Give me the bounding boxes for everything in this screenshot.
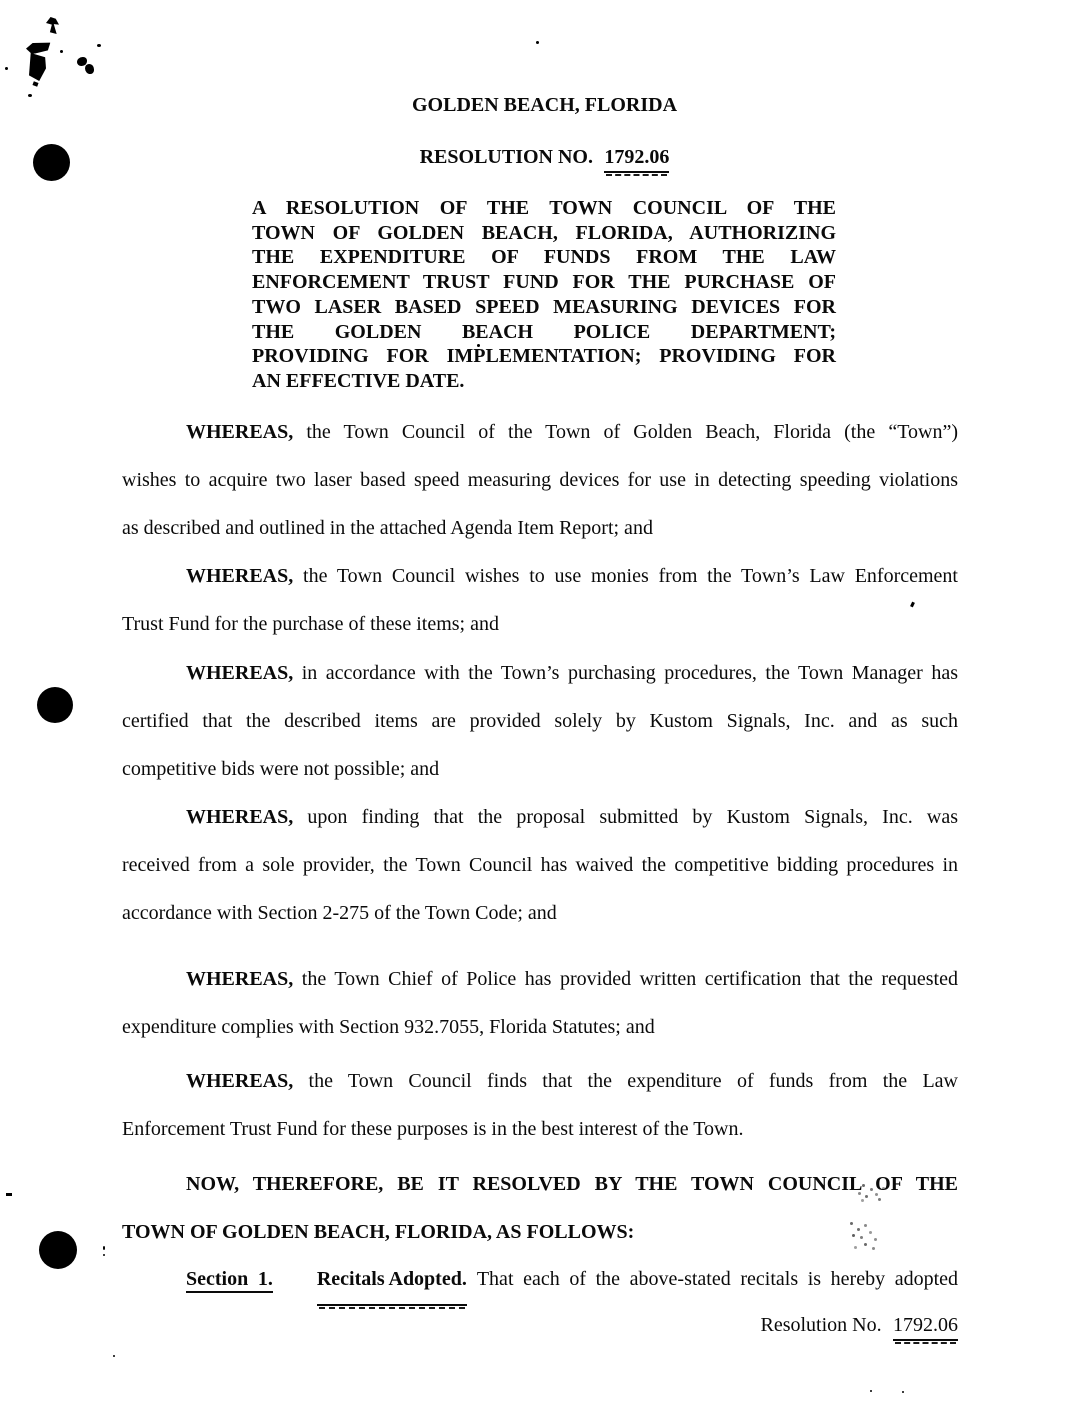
recital-line: certified that the described items are provided solely by Kustom Signals, Inc. and as such <box>122 710 958 732</box>
recital-text: the Town Chief of Police has provided written certification that the requested <box>293 968 958 990</box>
ink-blob <box>25 40 52 55</box>
whereas-keyword: WHEREAS, <box>186 968 294 990</box>
whereas-keyword: WHEREAS, <box>186 1070 294 1092</box>
recital-text: in accordance with the Town’s purchasing procedures, the Town Manager has <box>293 662 958 684</box>
ink-speck <box>32 81 38 86</box>
ink-blob <box>46 17 59 34</box>
recital-line <box>122 552 958 600</box>
section-1-label: Section 1. <box>186 1268 273 1293</box>
resolved-clause-line: NOW, THEREFORE, BE IT RESOLVED BY THE TOWN COUNCIL OF THE <box>186 1173 958 1195</box>
recital-text: the Town Council finds that the expenditure of funds from the Law <box>293 1070 958 1092</box>
ink-speck <box>60 50 63 53</box>
punch-hole-mark <box>37 687 73 723</box>
recital-paragraph-2 <box>122 552 958 648</box>
whereas-keyword: WHEREAS, <box>186 806 294 828</box>
recital-text: the Town Council of the Town of Golden Beach, Florida (the “Town”) <box>293 421 958 443</box>
recital-line: wishes to acquire two laser based speed measuring devices for use in detecting speeding violations <box>122 469 958 491</box>
recital-line <box>122 793 958 841</box>
resolved-clause-line: TOWN OF GOLDEN BEACH, FLORIDA, AS FOLLOWS: <box>122 1221 635 1243</box>
recital-line: competitive bids were not possible; and <box>122 758 440 780</box>
recital-line: Enforcement Trust Fund for these purposes is in the best interest of the Town. <box>122 1118 744 1140</box>
recital-line <box>122 1057 958 1105</box>
title-line: TWO LASER BASED SPEED MEASURING DEVICES FOR <box>252 295 836 318</box>
ink-speck <box>870 1390 872 1392</box>
recital-line: as described and outlined in the attached Agenda Item Report; and <box>122 517 653 539</box>
ink-speck <box>5 67 8 70</box>
section-1 <box>122 1255 958 1306</box>
whereas-keyword: WHEREAS, <box>186 421 294 443</box>
resolution-label: RESOLUTION NO. <box>419 146 593 168</box>
section-1-heading: Recitals Adopted. <box>317 1255 467 1306</box>
ink-speck <box>113 1355 115 1357</box>
ink-speck <box>103 1254 105 1256</box>
page-footer <box>122 1312 958 1341</box>
ink-speck <box>6 1193 12 1196</box>
recital-line <box>122 955 958 1003</box>
section-1-text: That each of the above-stated recitals is hereby adopted <box>476 1268 959 1290</box>
resolution-number: 1792.06 <box>604 144 669 173</box>
resolved-clause <box>122 1160 958 1256</box>
title-line: TOWN OF GOLDEN BEACH, FLORIDA, AUTHORIZING <box>252 221 836 244</box>
recital-paragraph-3 <box>122 649 958 793</box>
recital-paragraph-1 <box>122 408 958 552</box>
punch-hole-mark <box>39 1231 77 1269</box>
recital-line: accordance with Section 2-275 of the Town Code; and <box>122 902 557 924</box>
recital-line: received from a sole provider, the Town Council has waived the competitive bidding procedures in <box>122 854 958 876</box>
recital-paragraph-6 <box>122 1057 958 1153</box>
whereas-keyword: WHEREAS, <box>186 565 294 587</box>
section-1-line <box>122 1255 958 1306</box>
recital-line <box>122 408 958 456</box>
recital-line <box>122 649 958 697</box>
recital-line: expenditure complies with Section 932.7055, Florida Statutes; and <box>122 1016 655 1038</box>
recital-paragraph-4 <box>122 793 958 937</box>
title-line: ENFORCEMENT TRUST FUND FOR THE PURCHASE OF <box>252 271 836 294</box>
resolution-title-block <box>252 196 836 394</box>
title-line: THE GOLDEN BEACH POLICE DEPARTMENT; <box>252 320 836 343</box>
ink-speck <box>103 1246 105 1250</box>
recital-text: upon finding that the proposal submitted by Kustom Signals, Inc. was <box>293 806 958 828</box>
ink-speck <box>902 1391 904 1393</box>
resolution-number-header <box>0 144 1089 173</box>
ink-speck <box>97 44 101 47</box>
whereas-keyword: WHEREAS, <box>186 662 294 684</box>
title-line: PROVIDING FOR IMPLEMENTATION; PROVIDING FOR <box>252 345 836 368</box>
ink-blob <box>29 53 46 81</box>
ink-blob <box>85 64 94 74</box>
recital-line: Trust Fund for the purchase of these items; and <box>122 613 499 635</box>
footer-resolution-label: Resolution No. <box>760 1314 882 1336</box>
title-line: THE EXPENDITURE OF FUNDS FROM THE LAW <box>252 246 836 269</box>
recital-paragraph-5 <box>122 955 958 1051</box>
document-city-header: GOLDEN BEACH, FLORIDA <box>411 94 678 116</box>
title-line: A RESOLUTION OF THE TOWN COUNCIL OF THE <box>252 197 836 219</box>
title-line: AN EFFECTIVE DATE. <box>252 369 465 392</box>
ink-speck <box>536 41 539 44</box>
footer-resolution-number: 1792.06 <box>893 1312 958 1341</box>
recital-text: the Town Council wishes to use monies from the Town’s Law Enforcement <box>293 565 958 587</box>
